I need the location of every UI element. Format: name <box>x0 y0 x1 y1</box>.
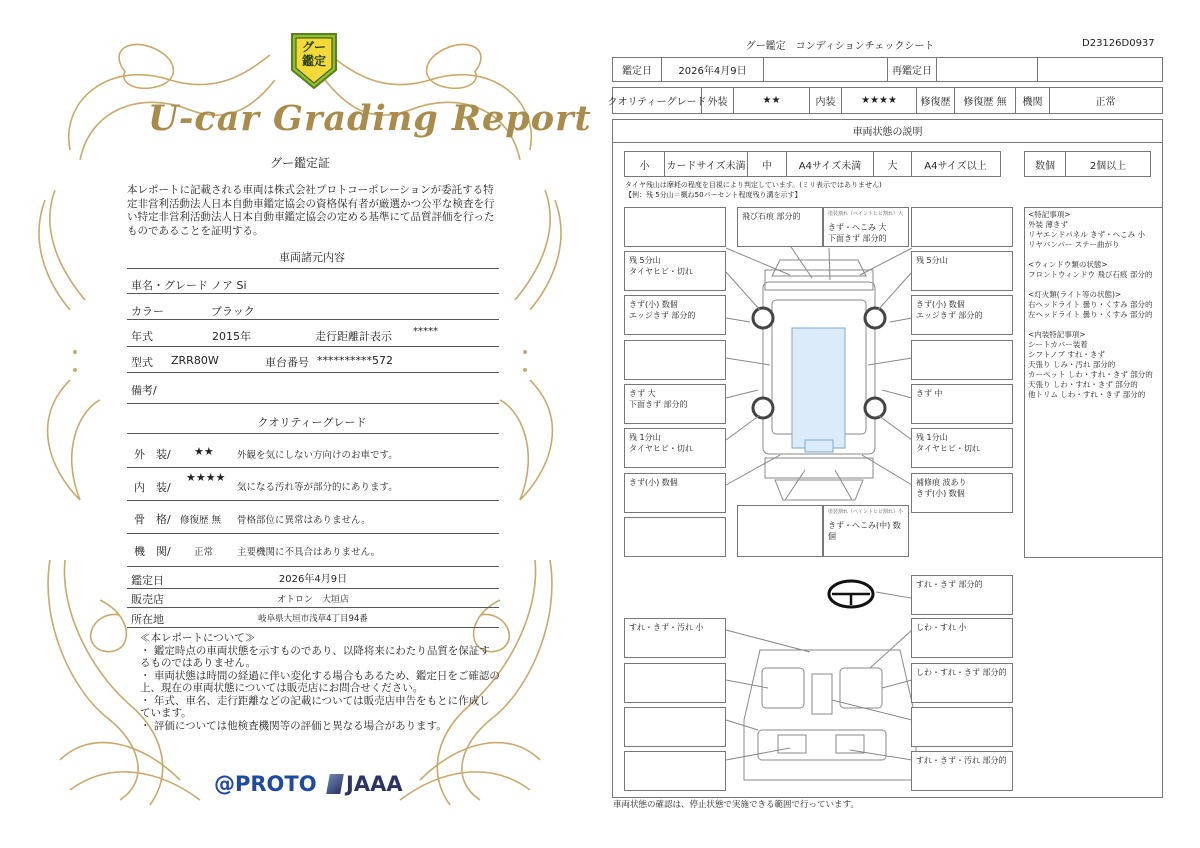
grade-row <box>607 87 1163 114</box>
ext-box-left-rear-door: きず 大 下面きず 部分的 <box>624 384 726 424</box>
reappraisal-value <box>937 58 1038 81</box>
quality-heading: クオリティーグレード <box>257 416 367 429</box>
frame-label: 骨 格/ <box>134 513 171 526</box>
repair-label: 修復歴 <box>917 88 955 113</box>
ext-box-left-mid <box>624 340 726 380</box>
engine-value: 正常 <box>1095 97 1116 108</box>
special-notes-panel <box>1024 207 1163 558</box>
frame-value: 修復歴 無 <box>180 515 222 526</box>
size-medium-desc: A4サイズ未満 <box>787 152 874 176</box>
reappraisal-label: 再鑑定日 <box>888 58 937 81</box>
mileage-value: ***** <box>413 326 438 337</box>
int-box-right-2: しわ・すれ・きず 部分的 <box>911 663 1013 703</box>
size-large: 大 <box>874 152 912 176</box>
size-small-desc: カードサイズ未満 <box>665 152 748 176</box>
model-value: ZRR80W <box>171 354 219 367</box>
spec-row-remarks <box>127 373 499 404</box>
int-box-left-4 <box>624 751 726 791</box>
ext-box-rear-center <box>737 505 823 557</box>
jaaa-logo: JAAA <box>328 772 403 796</box>
note-item: ・ 年式、車名、走行距離などの記載については販売店申告をもとに作成しています。 <box>140 694 490 719</box>
int-box-right-1: しわ・すれ 小 <box>911 618 1013 658</box>
sheet-footer: 車両状態の確認は、停止状態で実施できる範囲で行っています。 <box>613 800 859 810</box>
certificate-heading: グー鑑定証 <box>269 156 330 170</box>
info-row-date <box>127 567 499 589</box>
size-medium: 中 <box>748 152 787 176</box>
date-label: 鑑定日 <box>613 58 662 81</box>
chassis-value: **********572 <box>317 354 393 367</box>
int-box-left-3 <box>624 707 726 747</box>
int-box-right-3 <box>911 707 1013 747</box>
engine-label: 機関 <box>1016 88 1050 113</box>
shop-value: オトロン 大垣店 <box>276 595 349 605</box>
int-box-left-1: すれ・きず・汚れ 小 <box>624 618 726 658</box>
special-notes-text: <特記事項> 外装 薄きず リヤエンドパネル きず・へこみ 小 リヤバンパー ステー曲がり <ウィンドウ類の状態> フロントウィンドウ 飛び石痕 部分的 <灯火類(ライト等の状態)> 右ヘッドライト 曇り・くすみ 部分的 左ヘッドライト 曇り・くすみ 部分的 <内装特記事項> シートカバー装着 シフトノブ すれ・きず 天張り しみ・汚れ 部分的 カーペット しわ・すれ・きず 部分的 天張り しわ・すれ・きず 部分的 他トリム しわ・すれ・きず 部分的 <box>1028 210 1153 399</box>
date-row <box>612 57 1163 82</box>
name-value: ノア Si <box>211 279 247 292</box>
ext-stars: ★★ <box>194 445 214 458</box>
int-label: 内 装/ <box>134 481 171 494</box>
ext-box-right-front-tire: 残 5分山 <box>911 251 1013 291</box>
ext-box-front-far-right <box>911 207 1013 247</box>
int-value: ★★★★ <box>842 88 917 113</box>
int-text: 気になる汚れ等が部分的にあります。 <box>237 482 398 493</box>
address-value: 岐阜県大垣市浅草4丁目94番 <box>258 614 368 624</box>
ext-box-right-rear: 補修痕 波あり きず(小) 数個 <box>911 473 1013 513</box>
notes-heading: ≪本レポートについて≫ <box>140 632 256 644</box>
count-desc: 2個以上 <box>1089 160 1127 172</box>
badge-text: グー 鑑定 <box>301 40 326 68</box>
ext-box-left-front: きず(小) 数個 エッジきず 部分的 <box>624 295 726 335</box>
size-legend <box>624 151 1001 177</box>
count-label: 数個 <box>1025 152 1066 176</box>
note-item: ・ 車両状態は時間の経過に伴い変化する場合もあるため、鑑定日をご確認の上、現在の車両状態については販売店にお問合せください。 <box>140 669 500 694</box>
int-stars: ★★★★ <box>186 471 226 484</box>
ext-box-right-rear-door: きず 中 <box>911 384 1013 424</box>
condition-heading: 車両状態の説明 <box>612 119 1163 143</box>
ext-box-right-front: きず(小) 数個 エッジきず 部分的 <box>911 295 1013 335</box>
ext-box-left-rear-tire: 残 1分山 タイヤヒビ・切れ <box>624 428 726 468</box>
int-box-steering: すれ・きず 部分的 <box>911 575 1013 615</box>
note-item: ・ 評価については他検査機関等の評価と異なる場合があります。 <box>140 719 447 732</box>
ext-box-right-rear-tire: 残 1分山 タイヤヒビ・切れ <box>911 428 1013 468</box>
certificate-intro: 本レポートに記載される車両は株式会社プロトコーポレーションが委託する特定非営利活動法人日本自動車鑑定協会の資格保有者が厳選かつ公平な検査を行い特定非営利活動法人日本自動車鑑定協会の定める基準にて品質評価を行ったものであることを証明する。 <box>127 184 495 237</box>
appraisal-date-label: 鑑定日 <box>131 574 164 587</box>
ext-box-rear-left <box>624 517 726 557</box>
engine-label: 機 関/ <box>134 545 171 558</box>
ext-box-right-mid <box>911 340 1013 380</box>
year-label: 年式 <box>131 330 153 343</box>
int-box-left-2 <box>624 663 726 703</box>
spec-heading: 車両諸元内容 <box>279 251 345 264</box>
jaaa-mark-icon <box>326 774 344 794</box>
report-notes <box>140 632 500 732</box>
ext-label: 外装 <box>702 88 734 113</box>
shop-label: 販売店 <box>131 593 164 606</box>
ext-box-front-center: 飛び石痕 部分的 <box>737 207 823 247</box>
info-row-shop <box>127 589 499 608</box>
quality-row-interior <box>127 468 499 501</box>
goo-appraisal-badge-icon <box>288 30 340 92</box>
remarks-label: 備考/ <box>131 384 157 397</box>
spec-row-name <box>127 269 499 294</box>
ext-box-rear-right: 塗装割れ（ペイントヒビ割れ）小 きず・へこみ(中) 数個 <box>823 505 909 557</box>
proto-logo: @PROTO <box>214 772 317 796</box>
ext-label: 外 装/ <box>134 448 171 461</box>
color-label: カラー <box>131 305 164 318</box>
ext-value: ★★ <box>734 88 810 113</box>
info-row-address <box>127 608 499 628</box>
sheet-code: D23126D0937 <box>1082 38 1155 49</box>
condition-check-sheet <box>600 0 1200 848</box>
mileage-label: 走行距離計表示 <box>315 330 392 343</box>
size-small: 小 <box>625 152 665 176</box>
count-legend <box>1024 151 1151 177</box>
engine-text: 主要機関に不具合はありません。 <box>237 547 381 558</box>
spec-row-model <box>127 347 499 373</box>
quality-row-engine <box>127 534 499 567</box>
spec-row-color <box>127 294 499 320</box>
address-label: 所在地 <box>131 613 164 626</box>
size-large-desc: A4サイズ以上 <box>924 160 987 172</box>
ext-box-left-front-tire: 残 5分山 タイヤヒビ・切れ <box>624 251 726 291</box>
quality-row-frame <box>127 501 499 534</box>
appraisal-date-value: 2026年4月9日 <box>278 574 348 585</box>
name-label: 車名・グレード <box>131 279 208 292</box>
chassis-label: 車台番号 <box>265 356 309 369</box>
proto-mark-icon: @ <box>214 772 235 796</box>
spec-row-year <box>127 320 499 347</box>
frame-text: 骨格部位に異常はありません。 <box>237 515 371 526</box>
ext-box-front-right: 塗装割れ（ペイントヒビ割れ）大 きず・へこみ 大 下面きず 部分的 <box>823 207 909 247</box>
quality-grade-label: クオリティーグレード <box>613 88 702 113</box>
ext-text: 外観を気にしない方向けのお車です。 <box>237 450 398 461</box>
ext-box-left-rear: きず(小) 数個 <box>624 473 726 513</box>
tire-note-1: タイヤ残山は摩耗の程度を目視により判定しています。(ミリ表示ではありません) <box>625 181 882 189</box>
tire-note-2: 【例：残 5分山＝概ね50パーセント程度残り溝を示す】 <box>625 191 802 199</box>
date-blank <box>764 58 888 81</box>
model-label: 型式 <box>131 356 153 369</box>
ext-box-front-left <box>624 207 726 247</box>
year-value: 2015年 <box>212 330 251 343</box>
color-value: ブラック <box>211 305 255 318</box>
date-value: 2026年4月9日 <box>662 58 764 81</box>
sheet-title: グー鑑定 コンディションチェックシート <box>745 41 935 52</box>
quality-row-exterior <box>127 434 499 468</box>
int-label: 内装 <box>810 88 842 113</box>
engine-value: 正常 <box>194 547 214 558</box>
repair-value: 修復歴 無 <box>955 88 1016 113</box>
script-title: U-car Grading Report <box>148 98 592 139</box>
note-item: ・ 鑑定時点の車両状態を示すものであり、以降将来にわたり品質を保証するものではありません。 <box>140 644 490 669</box>
int-box-right-4: すれ・きず・汚れ 部分的 <box>911 751 1013 791</box>
